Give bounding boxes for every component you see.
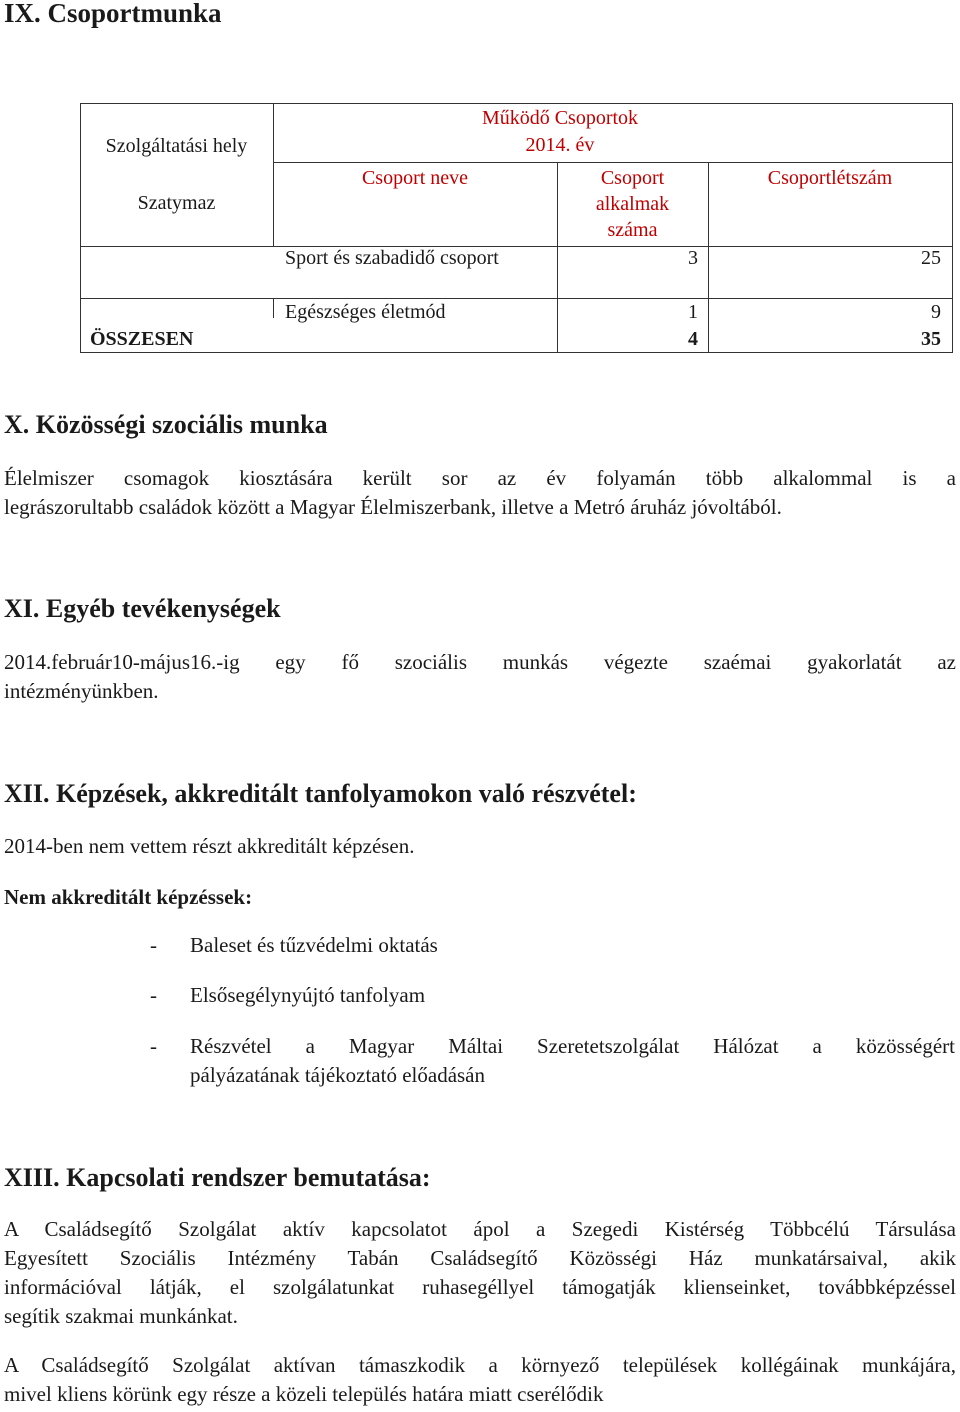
row2-occasions: 1: [688, 301, 698, 323]
groups-table: [80, 103, 954, 353]
nonaccredited-heading: Nem akkreditált képzéssek:: [4, 885, 253, 909]
section-ix-title: IX. Csoportmunka: [4, 0, 222, 28]
section-x-title: X. Közösségi szociális munka: [4, 410, 328, 439]
col-header-headcount: Csoportlétszám: [767, 167, 893, 189]
section-xi-title: XI. Egyéb tevékenységek: [4, 594, 281, 623]
col-header-group-name: Csoport neve: [361, 167, 469, 189]
col-header-occasions-1: Csoport: [600, 167, 665, 189]
total-headcount: 35: [921, 328, 941, 350]
list-dash-3: -: [150, 1034, 157, 1058]
section-xiii-paragraph-2: A Családsegítő Szolgálat aktívan támaszkodik a környező települések kollégáinak munkájára, mivel kliens körünk egy része a közeli település határa miatt cserélődik: [4, 1353, 956, 1406]
col-header-occasions-2: alkalmak: [595, 193, 670, 215]
row1-occasions: 3: [688, 247, 698, 269]
list-item-2: Elsősegélynyújtó tanfolyam: [190, 983, 426, 1007]
service-place-label: Szolgáltatási hely: [105, 135, 248, 157]
table-title-line2: 2014. év: [525, 134, 595, 156]
list-item-3: Részvétel a Magyar Máltai Szeretetszolgálat Hálózat a közösségért pályázatának tájékoztató előadásán: [190, 1034, 955, 1087]
table-title-line1: Működő Csoportok: [481, 107, 639, 129]
total-occasions: 4: [688, 328, 698, 350]
service-place-value: Szatymaz: [137, 192, 216, 214]
section-xiii-title: XIII. Kapcsolati rendszer bemutatása:: [4, 1163, 431, 1192]
row1-headcount: 25: [921, 247, 941, 269]
row1-name: Sport és szabadidő csoport: [285, 247, 499, 269]
total-label: ÖSSZESEN: [90, 328, 194, 350]
row2-name: Egészséges életmód: [285, 301, 446, 323]
list-dash-2: -: [150, 983, 157, 1007]
list-item-1: Baleset és tűzvédelmi oktatás: [190, 933, 438, 957]
section-xii-line1: 2014-ben nem vettem részt akkreditált képzésen.: [4, 834, 415, 858]
row2-headcount: 9: [931, 301, 941, 323]
section-x-paragraph: Élelmiszer csomagok kiosztására került sor az év folyamán több alkalommal is a legrászorultabb családok között a Magyar Élelmiszerbank, illetve a Metró áruház jóvoltából.: [4, 466, 956, 519]
section-xiii-paragraph-1: A Családsegítő Szolgálat aktív kapcsolatot ápol a Szegedi Kistérség Többcélú Társulása Egyesített Szociális Intézmény Tabán Családsegítő Közösségi Ház munkatársaival, akik információval látják, el szolgálatunkat ruhasegéllyel támogatják klienseinket, továbbképzéssel segítik szakmai munkánkat.: [4, 1217, 956, 1328]
col-header-occasions-3: száma: [607, 219, 658, 241]
list-dash-1: -: [150, 933, 157, 957]
section-xi-paragraph: 2014.február10-május16.-ig egy fő szociális munkás végezte szaémai gyakorlatát az intézményünkben.: [4, 650, 956, 703]
section-xii-title: XII. Képzések, akkreditált tanfolyamokon való részvétel:: [4, 779, 637, 808]
